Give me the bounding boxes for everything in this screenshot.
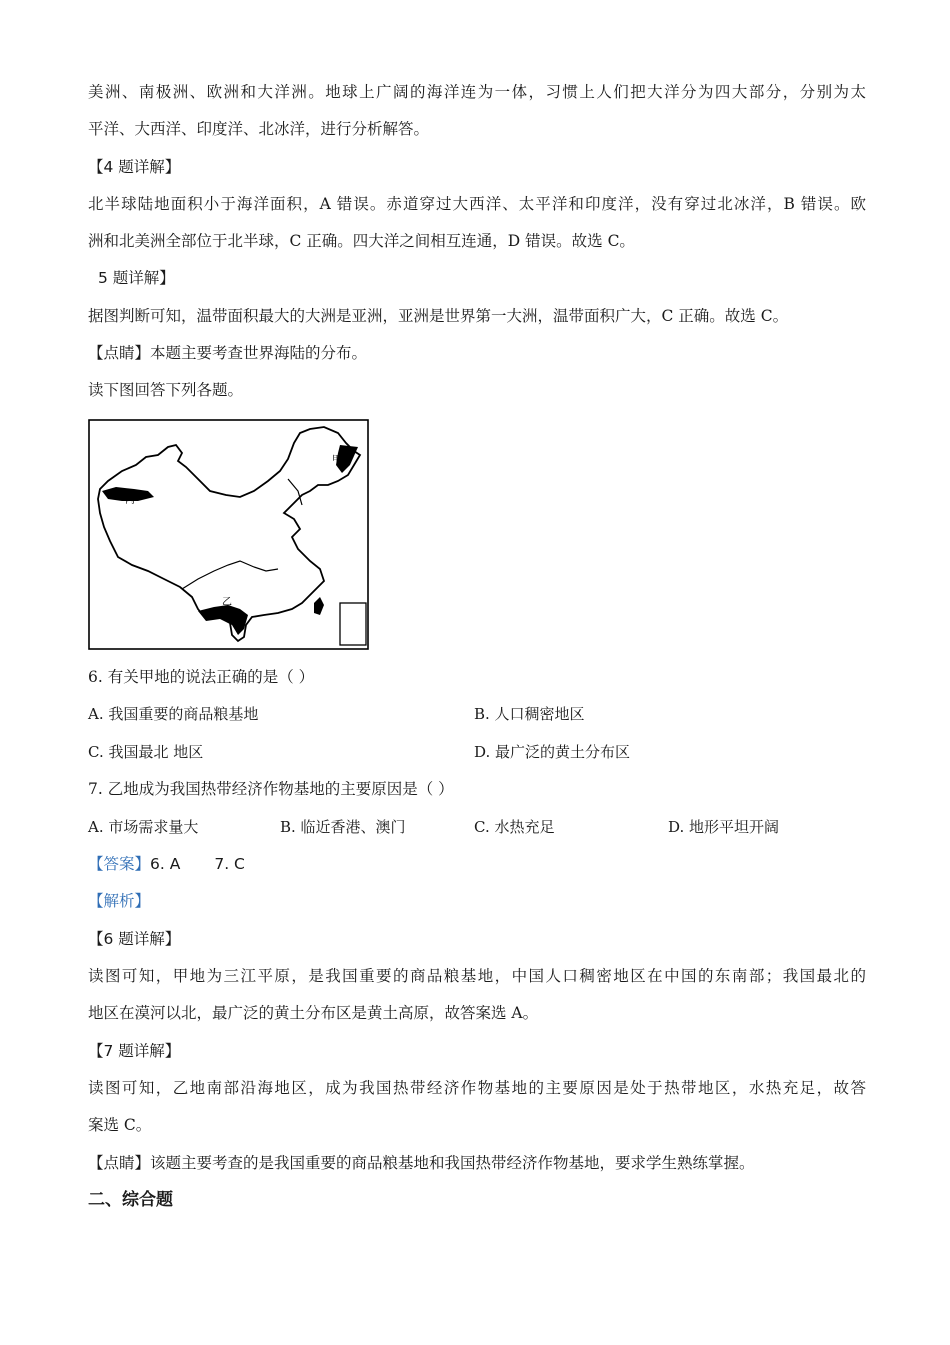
- d7-line-2: 案选 C。: [88, 1116, 152, 1134]
- china-map-figure: [88, 419, 370, 651]
- answer-7: 7. C: [214, 855, 245, 873]
- d6-line-2: 地区在漠河以北，最广泛的黄土分布区是黄土高原，故答案选 A。: [88, 1004, 539, 1022]
- china-map: [88, 419, 370, 651]
- q4-line-2: 洲和北美洲全部位于北半球，C 正确。四大洋之间相互连通，D 错误。故选 C。: [88, 232, 635, 250]
- d6-heading: 【6 题详解】: [88, 930, 181, 948]
- q6-option-c: C. 我国最北 地区: [88, 743, 204, 761]
- answer-label: 【答案】: [88, 855, 151, 873]
- q5-line-1: 据图判断可知，温带面积最大的大洲是亚洲，亚洲是世界第一大洲，温带面积广大，C 正确。故选 C。: [88, 307, 789, 325]
- q6-stem: 6. 有关甲地的说法正确的是（ ）: [88, 668, 315, 686]
- q6-option-d: D. 最广泛的黄土分布区: [474, 743, 631, 761]
- d7-heading: 【7 题详解】: [88, 1042, 181, 1060]
- intro-line-2: 平洋、大西洋、印度洋、北冰洋，进行分析解答。: [88, 120, 430, 138]
- q7-option-d: D. 地形平坦开阔: [668, 818, 780, 836]
- q7-option-c: C. 水热充足: [474, 818, 555, 836]
- d7-line-1: 读图可知，乙地南部沿海地区，成为我国热带经济作物基地的主要原因是处于热带地区，水热充足，故答: [88, 1079, 866, 1097]
- q4-heading: 【4 题详解】: [88, 158, 181, 176]
- q5-heading: 5 题详解】: [98, 269, 175, 287]
- section-2-title: 二、综合题: [88, 1190, 173, 1210]
- intro-line-1: 美洲、南极洲、欧洲和大洋洲。地球上广阔的海洋连为一体，习惯上人们把大洋分为四大部分，分别为太: [88, 83, 866, 101]
- tip-2: 【点睛】该题主要考查的是我国重要的商品粮基地和我国热带经济作物基地，要求学生熟练掌握。: [88, 1154, 755, 1172]
- q7-option-a: A. 市场需求量大: [88, 818, 199, 836]
- label-yi: 乙: [222, 597, 232, 608]
- instruction: 读下图回答下列各题。: [88, 381, 244, 399]
- label-bing: 丙: [125, 495, 135, 506]
- q7-stem: 7. 乙地成为我国热带经济作物基地的主要原因是（ ）: [88, 780, 454, 798]
- q4-line-1: 北半球陆地面积小于海洋面积，A 错误。赤道穿过大西洋、太平洋和印度洋，没有穿过北冰洋，B 错误。欧: [88, 195, 866, 213]
- label-jia: 甲: [332, 455, 342, 466]
- analysis-label: 【解析】: [88, 892, 151, 910]
- d6-line-1: 读图可知，甲地为三江平原，是我国重要的商品粮基地，中国人口稠密地区在中国的东南部；我国最北的: [88, 967, 866, 985]
- q7-option-b: B. 临近香港、澳门: [280, 818, 406, 836]
- q6-option-b: B. 人口稠密地区: [474, 705, 585, 723]
- answer-line: [88, 854, 245, 874]
- q6-option-a: A. 我国重要的商品粮基地: [88, 705, 259, 723]
- answer-6: 6. A: [150, 855, 181, 873]
- tip-1: 【点睛】本题主要考查世界海陆的分布。: [88, 344, 368, 362]
